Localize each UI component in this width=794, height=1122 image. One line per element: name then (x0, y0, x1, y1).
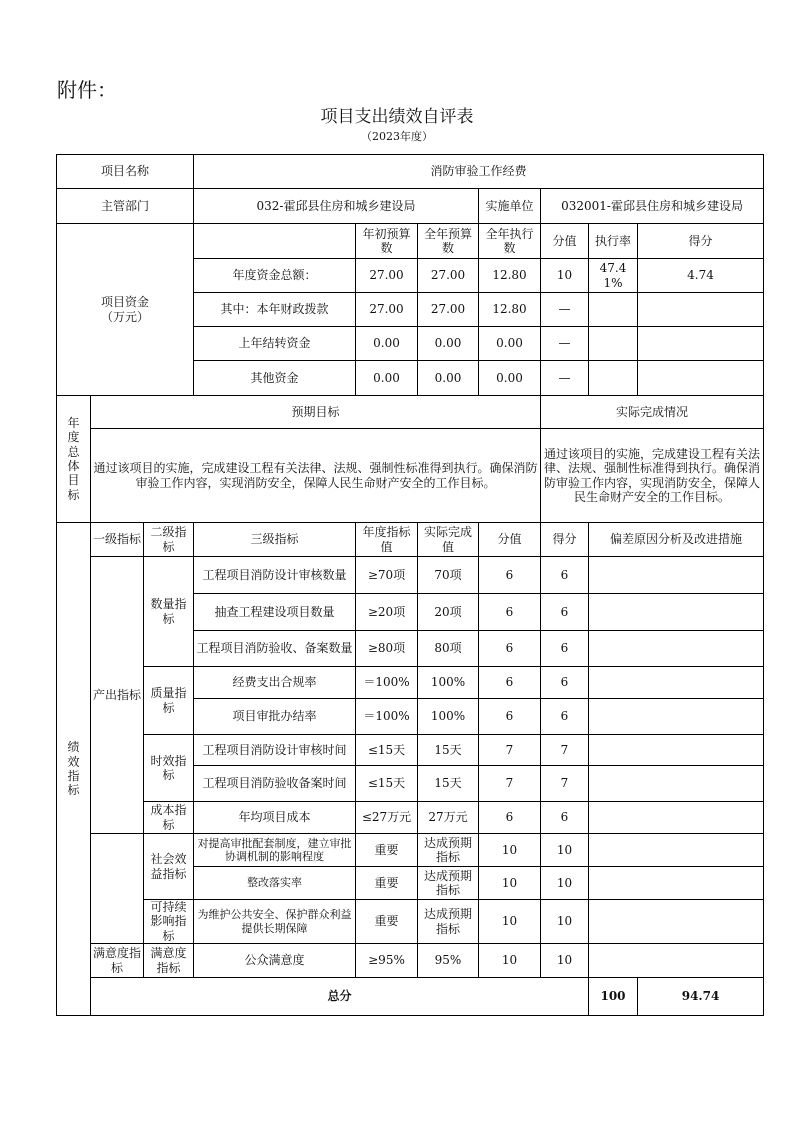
funds-label-line1: 项目资金 (100, 295, 149, 310)
funds-header-executed: 全年执行数 (479, 224, 541, 259)
indicator-name: 工程项目消防验收备案时间 (194, 766, 356, 802)
header-score: 得分 (541, 523, 589, 557)
funds-row-name: 其中：本年财政拨款 (194, 293, 356, 327)
indicator-actual: 95% (418, 944, 479, 978)
indicator-target: ≥20项 (356, 594, 418, 631)
funds-header-blank (194, 224, 356, 259)
indicator-row (57, 667, 764, 699)
indicator-analysis (589, 802, 764, 834)
header-target: 年度指标值 (356, 523, 418, 557)
group-timeliness: 时效指标 (144, 735, 194, 802)
indicator-score: 6 (541, 699, 589, 735)
attachment-label: 附件： (57, 78, 117, 102)
goals-actual-label: 实际完成情况 (541, 396, 764, 429)
funds-row-initial: 27.00 (356, 259, 418, 293)
indicator-target: 重要 (356, 867, 418, 900)
indicator-actual: 80项 (418, 631, 479, 667)
indicator-score-value: 6 (479, 802, 541, 834)
funds-row-annual: 0.00 (418, 327, 479, 361)
indicator-analysis (589, 900, 764, 944)
indicator-target: ≥95% (356, 944, 418, 978)
group-quality: 质量指标 (144, 667, 194, 735)
indicator-target: 重要 (356, 900, 418, 944)
funds-label-line2: （万元） (100, 309, 149, 324)
indicator-score-value: 10 (479, 834, 541, 867)
dept-value: 032-霍邱县住房和城乡建设局 (194, 189, 479, 224)
group-cost: 成本指标 (144, 802, 194, 834)
funds-row-score: 4.74 (638, 259, 764, 293)
header-analysis: 偏差原因分析及改进措施 (589, 523, 764, 557)
group-effect-blank (91, 834, 144, 944)
indicator-name: 经费支出合规率 (194, 667, 356, 699)
indicator-actual: 达成预期指标 (418, 900, 479, 944)
indicator-score: 10 (541, 834, 589, 867)
indicator-score-value: 10 (479, 900, 541, 944)
project-name-label: 项目名称 (57, 155, 194, 189)
indicator-target: ≥80项 (356, 631, 418, 667)
indicator-actual: 27万元 (418, 802, 479, 834)
indicator-score-value: 7 (479, 766, 541, 802)
evaluation-table (56, 154, 764, 1016)
header-level2: 二级指标 (144, 523, 194, 557)
indicator-analysis (589, 699, 764, 735)
funds-row-executed: 0.00 (479, 327, 541, 361)
indicator-score-value: 7 (479, 735, 541, 766)
funds-header-annual: 全年预算数 (418, 224, 479, 259)
funds-row-initial: 0.00 (356, 361, 418, 396)
funds-row-score (638, 293, 764, 327)
indicator-actual: 20项 (418, 594, 479, 631)
indicator-analysis (589, 557, 764, 594)
funds-row-initial: 27.00 (356, 293, 418, 327)
indicator-actual: 70项 (418, 557, 479, 594)
funds-row-annual: 27.00 (418, 259, 479, 293)
header-level3: 三级指标 (194, 523, 356, 557)
group-satisfaction2: 满意度指标 (144, 944, 194, 978)
indicator-score-value: 6 (479, 557, 541, 594)
indicators-header-row (57, 523, 764, 557)
header-level1: 一级指标 (91, 523, 144, 557)
indicator-name: 整改落实率 (194, 867, 356, 900)
indicator-name: 工程项目消防验收、备案数量 (194, 631, 356, 667)
indicator-score: 10 (541, 944, 589, 978)
indicator-name: 抽查工程建设项目数量 (194, 594, 356, 631)
indicator-row (57, 557, 764, 594)
total-label: 总分 (91, 978, 589, 1016)
funds-row-annual: 0.00 (418, 361, 479, 396)
indicator-actual: 15天 (418, 735, 479, 766)
indicator-score: 7 (541, 766, 589, 802)
indicators-label (57, 523, 91, 1016)
goals-header-row (57, 396, 764, 429)
indicator-score-value: 6 (479, 594, 541, 631)
impl-value: 032001-霍邱县住房和城乡建设局 (541, 189, 764, 224)
indicator-row (57, 735, 764, 766)
goals-content-row (57, 429, 764, 523)
indicator-actual: 100% (418, 667, 479, 699)
indicator-score-value: 10 (479, 867, 541, 900)
indicator-score: 6 (541, 557, 589, 594)
indicators-label-text: 绩效指标 (67, 740, 80, 798)
indicator-name: 工程项目消防设计审核时间 (194, 735, 356, 766)
year-subtitle: （2023年度） (361, 130, 433, 143)
indicator-score: 10 (541, 900, 589, 944)
funds-row-annual: 27.00 (418, 293, 479, 327)
goals-actual-text: 通过该项目的实施，完成建设工程有关法律、法规、强制性标准得到执行。确保消防审验工作内容，实现消防安全，保障人民生命财产安全的工作目标。 (541, 429, 764, 523)
indicator-score: 6 (541, 667, 589, 699)
funds-row-score-value: — (541, 327, 589, 361)
group-sustainable: 可持续影响指标 (144, 900, 194, 944)
funds-row-rate (589, 293, 638, 327)
total-score-value: 100 (589, 978, 638, 1016)
funds-row-rate (589, 327, 638, 361)
group-satisfaction1: 满意度指标 (91, 944, 144, 978)
page-title: 项目支出绩效自评表 (320, 107, 474, 127)
indicator-score-value: 6 (479, 667, 541, 699)
funds-row-executed: 0.00 (479, 361, 541, 396)
indicator-row (57, 834, 764, 867)
funds-header-rate: 执行率 (589, 224, 638, 259)
indicator-analysis (589, 944, 764, 978)
funds-row-rate: 47.41% (589, 259, 638, 293)
indicator-actual: 15天 (418, 766, 479, 802)
indicator-target: ≤15天 (356, 735, 418, 766)
funds-header-initial: 年初预算数 (356, 224, 418, 259)
funds-row-score (638, 361, 764, 396)
department-row (57, 189, 764, 224)
impl-label: 实施单位 (479, 189, 541, 224)
indicator-score-value: 6 (479, 699, 541, 735)
total-row (57, 978, 764, 1016)
indicator-analysis (589, 667, 764, 699)
indicator-row (57, 900, 764, 944)
goals-expected-label: 预期目标 (91, 396, 541, 429)
indicator-target: ≤15天 (356, 766, 418, 802)
indicator-score: 10 (541, 867, 589, 900)
funds-row-name: 年度资金总额： (194, 259, 356, 293)
funds-row-score-value: — (541, 361, 589, 396)
indicator-score: 7 (541, 735, 589, 766)
indicator-score-value: 6 (479, 631, 541, 667)
indicator-actual: 达成预期指标 (418, 834, 479, 867)
indicator-name: 为维护公共安全、保护群众利益提供长期保障 (194, 900, 356, 944)
dept-label: 主管部门 (57, 189, 194, 224)
indicator-analysis (589, 631, 764, 667)
header-score-value: 分值 (479, 523, 541, 557)
indicator-analysis (589, 735, 764, 766)
funds-header-score-value: 分值 (541, 224, 589, 259)
indicator-name: 项目审批办结率 (194, 699, 356, 735)
goals-label (57, 396, 91, 523)
funds-row-score-value: 10 (541, 259, 589, 293)
goals-expected-text: 通过该项目的实施，完成建设工程有关法律、法规、强制性标准得到执行。确保消防审验工作内容，实现消防安全，保障人民生命财产安全的工作目标。 (91, 429, 541, 523)
indicator-row (57, 944, 764, 978)
group-social: 社会效益指标 (144, 834, 194, 900)
indicator-row (57, 802, 764, 834)
indicator-name: 对提高审批配套制度，建立审批协调机制的影响程度 (194, 834, 356, 867)
indicator-name: 公众满意度 (194, 944, 356, 978)
funds-row-rate (589, 361, 638, 396)
indicator-analysis (589, 834, 764, 867)
indicator-actual: 达成预期指标 (418, 867, 479, 900)
indicator-actual: 100% (418, 699, 479, 735)
indicator-score: 6 (541, 594, 589, 631)
funds-header-score: 得分 (638, 224, 764, 259)
indicator-score-value: 10 (479, 944, 541, 978)
funds-header-row (57, 224, 764, 259)
indicator-target: ＝100% (356, 667, 418, 699)
project-name-row (57, 155, 764, 189)
indicator-target: 重要 (356, 834, 418, 867)
indicator-analysis (589, 867, 764, 900)
funds-row-executed: 12.80 (479, 259, 541, 293)
indicator-target: ≤27万元 (356, 802, 418, 834)
indicator-score: 6 (541, 802, 589, 834)
funds-row-executed: 12.80 (479, 293, 541, 327)
group-quantity: 数量指标 (144, 557, 194, 667)
funds-row-initial: 0.00 (356, 327, 418, 361)
indicator-score: 6 (541, 631, 589, 667)
indicator-target: ＝100% (356, 699, 418, 735)
indicator-target: ≥70项 (356, 557, 418, 594)
project-name-value: 消防审验工作经费 (194, 155, 764, 189)
goals-label-text: 年度总体目标 (67, 415, 80, 502)
indicator-name: 工程项目消防设计审核数量 (194, 557, 356, 594)
indicator-analysis (589, 766, 764, 802)
indicator-analysis (589, 594, 764, 631)
funds-row-score (638, 327, 764, 361)
indicator-name: 年均项目成本 (194, 802, 356, 834)
funds-row-name: 其他资金 (194, 361, 356, 396)
funds-row-score-value: — (541, 293, 589, 327)
total-score: 94.74 (638, 978, 764, 1016)
header-actual: 实际完成值 (418, 523, 479, 557)
group-output: 产出指标 (91, 557, 144, 834)
funds-row-name: 上年结转资金 (194, 327, 356, 361)
funds-label (57, 224, 194, 396)
